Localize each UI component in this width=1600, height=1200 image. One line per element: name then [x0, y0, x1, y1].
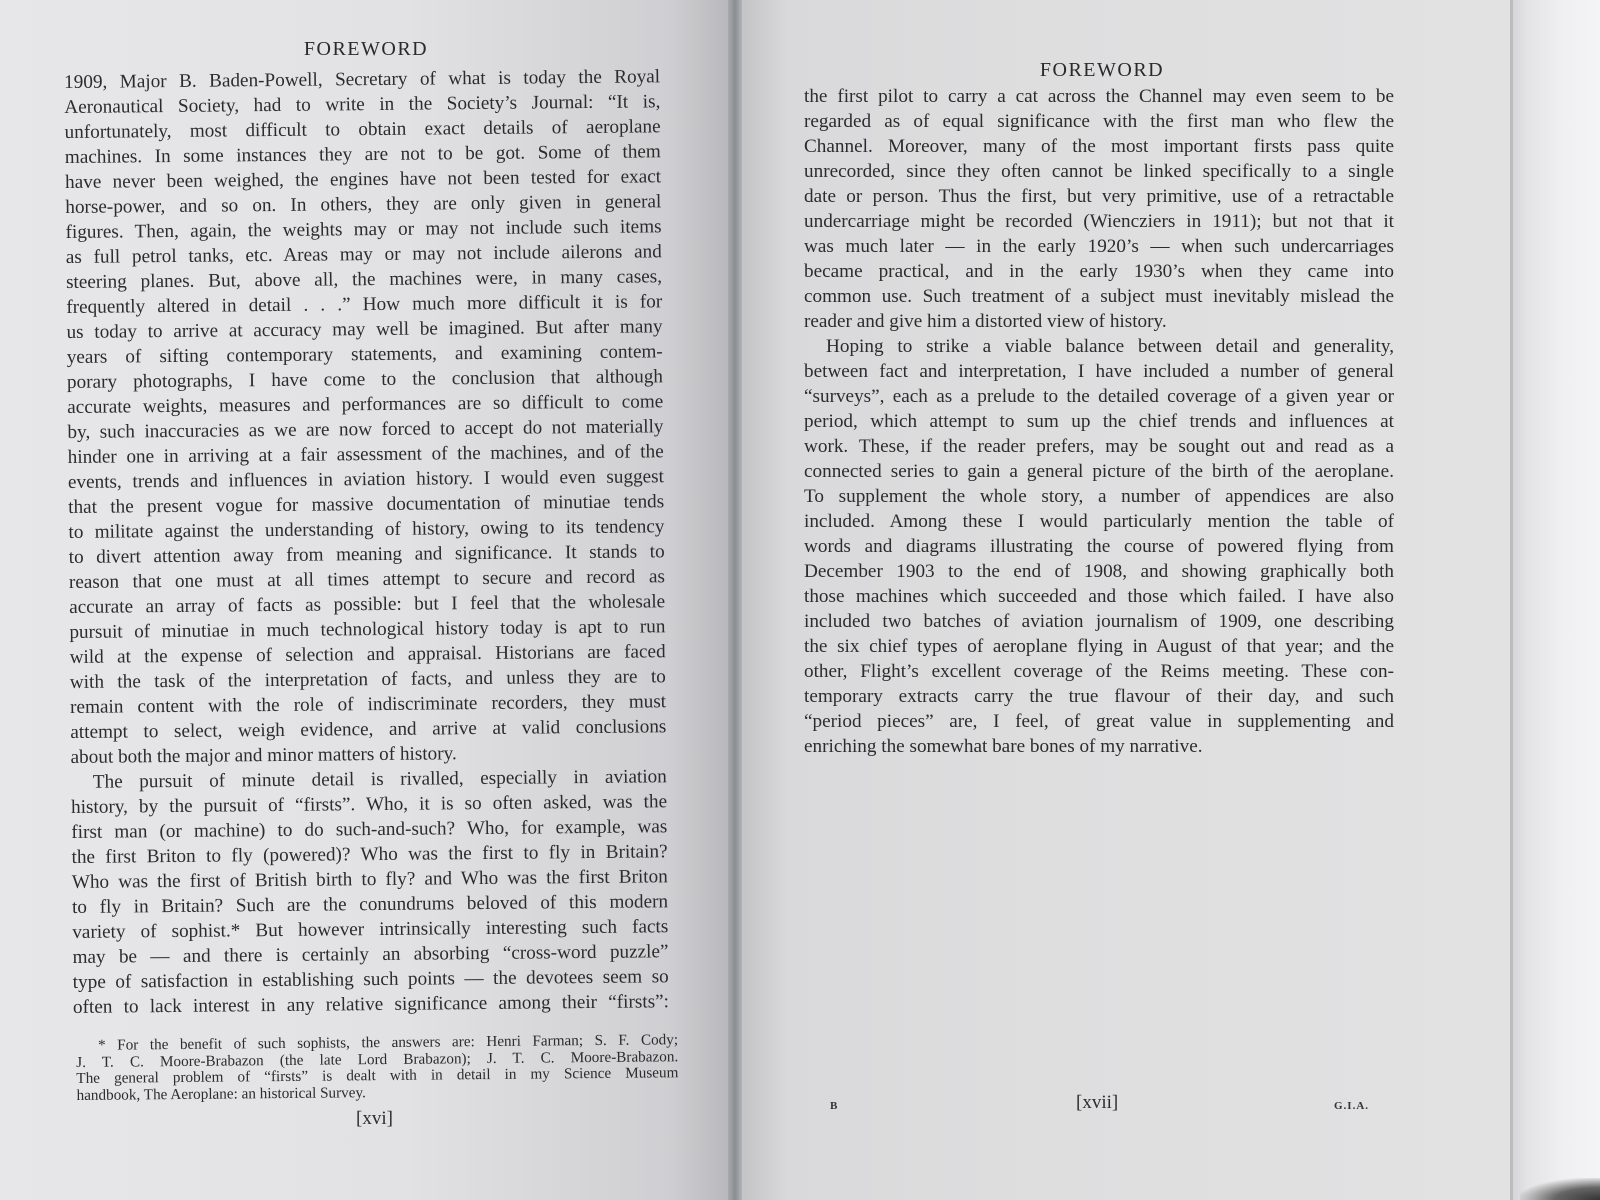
right-running-head: FOREWORD	[1039, 59, 1165, 81]
text-line: the six chief types of aeroplane flying in August of that year; and the	[804, 636, 1394, 657]
text-line: wild at the expense of selection and appraisal. Historians are faced	[69, 641, 666, 668]
text-line: horse-power, and so on. In others, they are only given in general	[65, 191, 662, 218]
text-line: temporary extracts carry the true flavour of their day, and such	[804, 686, 1394, 707]
text-line: undercarriage might be recorded (Wiencziers in 1911); but not that it	[804, 211, 1394, 232]
text-line: The pursuit of minute detail is rivalled, especially in aviation	[92, 766, 667, 793]
page-edge-shadow	[1510, 0, 1513, 1200]
text-line: type of satisfaction in establishing such points — the devotees seem so	[72, 966, 669, 993]
text-line: “period pieces” are, I feel, of great value in supplementing and	[804, 711, 1394, 732]
text-line: variety of sophist.* But however intrinsically interesting such facts	[72, 916, 669, 943]
text-line: have never been weighed, the engines have not been tested for exact	[64, 166, 662, 193]
text-line: as full petrol tanks, etc. Areas may or may not include ailerons and	[65, 241, 662, 268]
text-line: remain content with the role of indiscriminate recorders, they must	[70, 691, 667, 718]
text-line: years of sifting contemporary statements, and examining contem-	[66, 341, 663, 368]
left-page-number: [xvi]	[356, 1108, 393, 1129]
text-line: hinder one in arriving at a fair assessment of the machines, and of the	[67, 441, 664, 468]
text-line: to divert attention away from meaning and significance. It stands to	[68, 541, 665, 568]
left-body-text	[64, 64, 669, 1020]
footnote-line: handbook, The Aeroplane: an historical Survey.	[76, 1083, 366, 1104]
text-line: period, which attempt to sum up the chief trends and influences at	[804, 411, 1394, 432]
text-line: unfortunately, most difficult to obtain exact details of aeroplane	[64, 116, 661, 143]
text-line: reader and give him a distorted view of history.	[804, 311, 1167, 332]
left-running-head: FOREWORD	[303, 38, 429, 60]
text-line: events, trends and influences in aviation history. I would even suggest	[67, 466, 665, 493]
text-line: “surveys”, each as a prelude to the detailed coverage of a given year or	[804, 386, 1394, 407]
signature-mark: B	[830, 1100, 839, 1112]
text-line: the first Briton to fly (powered)? Who was the first to fly in Britain?	[71, 841, 668, 868]
text-line: may be — and there is certainly an absorbing “cross-word puzzle”	[72, 941, 669, 968]
text-line: was much later — in the early 1920’s — when such undercarriages	[804, 236, 1394, 257]
text-line: included two batches of aviation journalism of 1909, one describing	[804, 611, 1394, 632]
text-line: machines. In some instances they are not to be got. Some of them	[64, 141, 661, 168]
text-line: reason that one must at all times attempt to secure and record as	[68, 566, 665, 593]
text-line: unrecorded, since they often cannot be linked specifically to a single	[804, 161, 1394, 182]
book-gutter	[728, 0, 742, 1200]
text-line: To supplement the whole story, a number of appendices are also	[804, 486, 1394, 507]
text-line: figures. Then, again, the weights may or may not include such items	[65, 216, 662, 243]
text-line: accurate weights, measures and performances are so difficult to come	[67, 391, 664, 418]
text-line: attempt to select, weigh evidence, and arrive at valid conclusions	[70, 716, 667, 743]
corner-shadow	[1520, 1178, 1600, 1200]
text-line: with the task of the interpretation of facts, and unless they are to	[69, 666, 666, 693]
footnote-line: * For the benefit of such sophists, the answers are: Henri Farman; S. F. Cody;	[97, 1031, 679, 1054]
author-initials: G.I.A.	[1334, 1100, 1370, 1112]
text-line: about both the major and minor matters of history.	[70, 743, 457, 768]
text-line: common use. Such treatment of a subject must inevitably mislead the	[804, 286, 1394, 307]
text-line: words and diagrams illustrating the course of powered flying from	[804, 536, 1394, 557]
text-line: date or person. Thus the first, but very primitive, use of a retractable	[804, 186, 1394, 207]
text-line: accurate an array of facts as possible: but I feel that the wholesale	[69, 591, 666, 618]
text-line: that the present vogue for massive documentation of minutiae tends	[68, 491, 665, 518]
right-page-number: [xvii]	[1076, 1092, 1119, 1113]
text-line: included. Among these I would particularly mention the table of	[804, 511, 1394, 532]
text-line: history, by the pursuit of “firsts”. Who, it is so often asked, was the	[70, 791, 668, 818]
text-line: steering planes. But, above all, the machines were, in many cases,	[65, 266, 663, 293]
text-line: pursuit of minutiae in much technological history today is apt to run	[69, 616, 666, 643]
footnote	[76, 1032, 679, 1104]
text-line: the first pilot to carry a cat across the Channel may even seem to be	[804, 86, 1394, 107]
text-line: regarded as of equal significance with the first man who flew the	[804, 111, 1394, 132]
text-line: between fact and interpretation, I have included a number of general	[804, 361, 1394, 382]
text-line: to militate against the understanding of history, owing to its tendency	[68, 516, 665, 543]
text-line: work. These, if the reader prefers, may be sought out and read as a	[804, 436, 1394, 457]
text-line: first man (or machine) to do such-and-such? Who, for example, was	[71, 816, 668, 843]
text-line: porary photographs, I have come to the conclusion that although	[66, 366, 664, 393]
text-line: enriching the somewhat bare bones of my narrative.	[804, 736, 1203, 757]
text-line: Channel. Moreover, many of the most important firsts pass quite	[804, 136, 1394, 157]
text-line: those machines which succeeded and those which failed. I have also	[804, 586, 1394, 607]
text-line: Hoping to strike a viable balance between detail and generality,	[826, 336, 1394, 357]
text-line: connected series to gain a general picture of the birth of the aeroplane.	[804, 461, 1394, 482]
footnote-line: The general problem of “firsts” is dealt with in detail in my Science Museum	[76, 1064, 679, 1087]
right-page	[742, 0, 1510, 1200]
text-line: 1909, Major B. Baden-Powell, Secretary of what is today the Royal	[64, 66, 661, 93]
text-line: December 1903 to the end of 1908, and showing graphically both	[804, 561, 1394, 582]
text-line: other, Flight’s excellent coverage of the Reims meeting. These con-	[804, 661, 1394, 682]
text-line: us today to arrive at accuracy may well be imagined. But after many	[66, 316, 663, 343]
text-line: became practical, and in the early 1930’s when they came into	[804, 261, 1394, 282]
text-line: frequently altered in detail . . .” How much more difficult it is for	[66, 291, 663, 318]
text-line: Who was the first of British birth to fly? and Who was the first Briton	[71, 866, 668, 893]
text-line: to fly in Britain? Such are the conundrums beloved of this modern	[71, 891, 669, 918]
text-line: by, such inaccuracies as we are now forced to accept do not materially	[67, 416, 664, 443]
footnote-line: J. T. C. Moore-Brabazon (the late Lord Brabazon); J. T. C. Moore-Brabazon.	[76, 1047, 679, 1071]
left-page	[0, 0, 728, 1200]
text-line: Aeronautical Society, had to write in the Society’s Journal: “It is,	[64, 91, 661, 118]
right-body-text	[804, 84, 1394, 759]
book-edge	[1510, 0, 1600, 1200]
text-line: often to lack interest in any relative significance among their “firsts”:	[72, 991, 670, 1018]
